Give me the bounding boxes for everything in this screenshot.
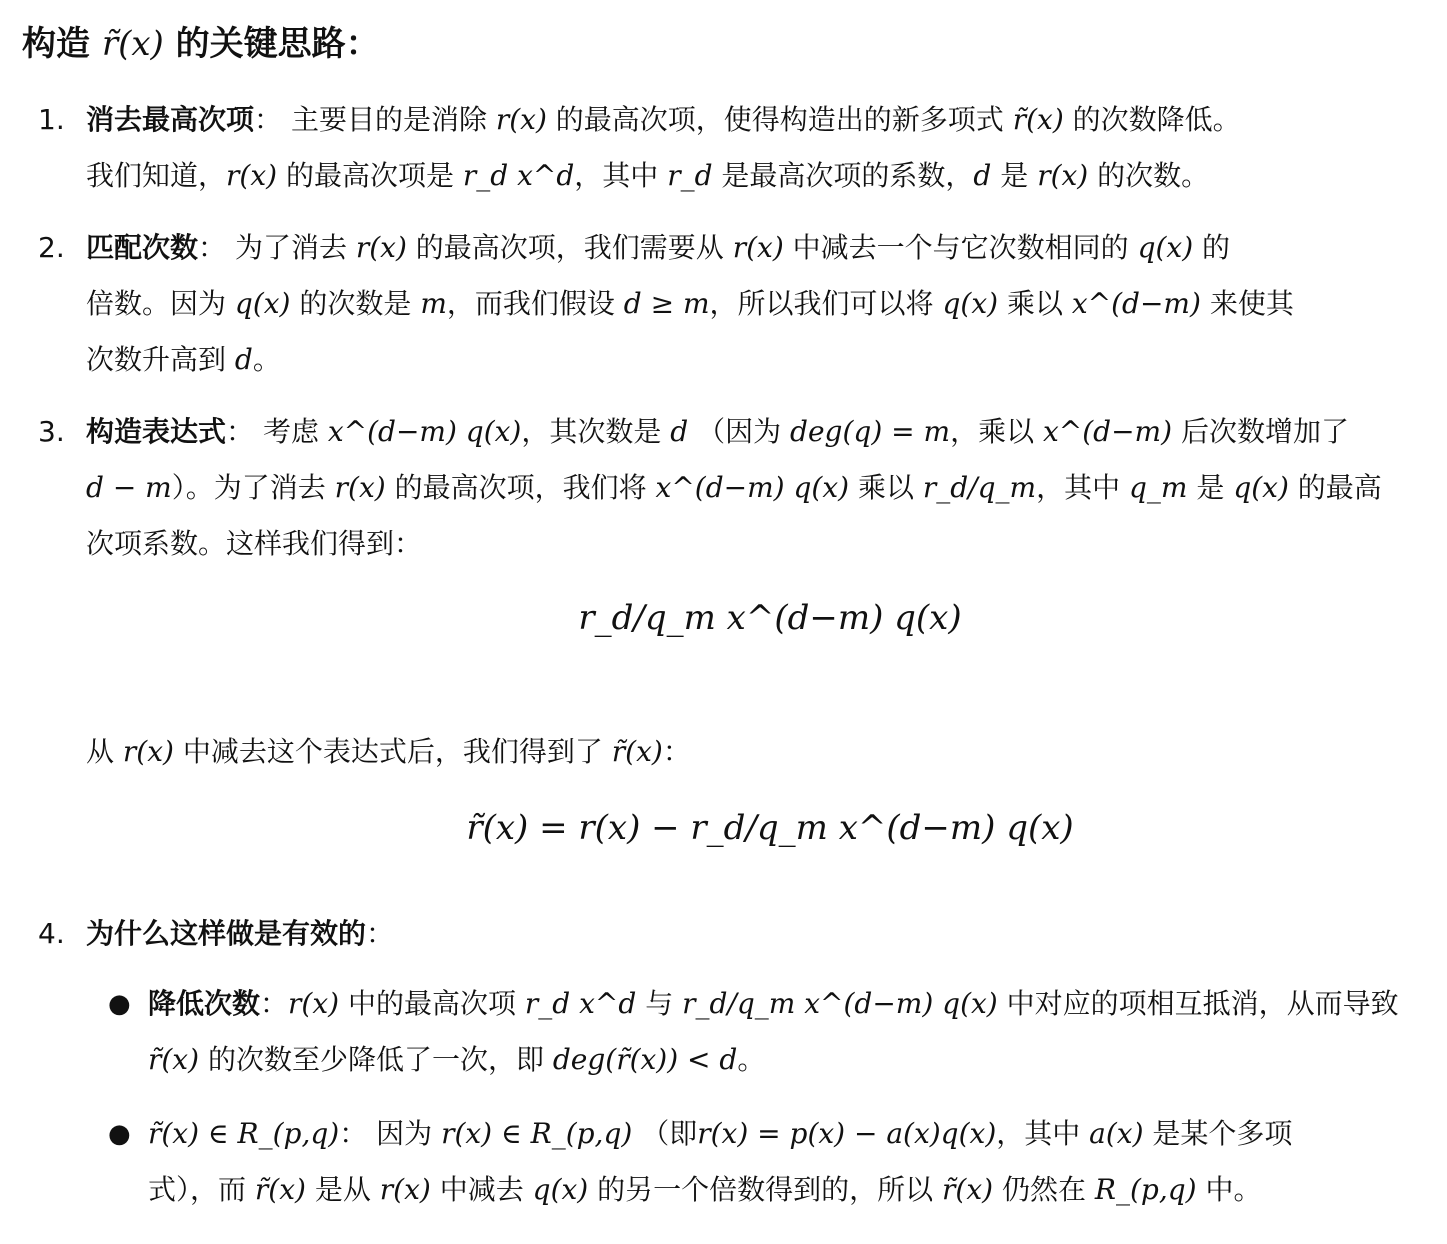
text-span: q_m <box>1129 471 1188 504</box>
text-span: q(x) <box>532 1173 589 1206</box>
item-title: 消去最高次项 <box>86 103 255 136</box>
text-span: r(x) <box>355 231 407 264</box>
text-span: 的次数降低。 <box>1072 103 1241 136</box>
text-span: 中对应的项相互抵消，从而导致 <box>1006 987 1399 1020</box>
text-span: 主要目的是消除 <box>290 103 487 136</box>
text-span: 的另一个倍数得到的，所以 <box>597 1173 934 1206</box>
text-span: 的最高次项，我们需要从 <box>415 231 724 264</box>
bullet-2 <box>148 1106 1438 1218</box>
text-span: 中减去 <box>439 1173 524 1206</box>
text-span: ，其中 <box>1036 471 1121 504</box>
heading-math: r̃(x) <box>101 24 164 64</box>
item-title: 匹配次数 <box>86 231 199 264</box>
text-span: r_d x^d <box>524 987 637 1020</box>
bullet-1 <box>148 976 1438 1088</box>
text-span: ： <box>366 917 395 950</box>
text-span: （即 <box>641 1117 698 1150</box>
text-span: 与 <box>645 987 674 1020</box>
text-span: 的最高次项，使得构造出的新多项式 <box>555 103 1004 136</box>
text-span: r(x) <box>226 159 278 192</box>
text-span: q(x) <box>1233 471 1289 504</box>
text-span: 是 <box>1000 159 1029 192</box>
text-span: ，其中 <box>574 159 659 192</box>
text-span: r̃(x) ∈ R_(p,q) <box>148 1117 340 1150</box>
bullet-dot: ● <box>108 1119 131 1149</box>
text-span: ： <box>662 735 691 768</box>
text-span: r(x) <box>334 471 386 504</box>
text-span: ，其中 <box>996 1117 1081 1150</box>
text-span: 乘以 <box>857 471 914 504</box>
text-span: 从 <box>86 735 115 768</box>
text-span: q(x) <box>942 287 999 320</box>
text-span: r̃(x) <box>148 1043 200 1076</box>
text-span: r̃(x) <box>942 1173 994 1206</box>
text-span: 式），而 <box>148 1173 247 1206</box>
bullet-dot: ● <box>108 989 131 1019</box>
item-title: 构造表达式 <box>86 415 227 448</box>
text-span: 的最高次项，我们将 <box>394 471 647 504</box>
text-span: 是 <box>1196 471 1225 504</box>
text-span: 考虑 <box>262 415 319 448</box>
text-span: 中。 <box>1205 1173 1262 1206</box>
text-span: 因为 <box>376 1117 433 1150</box>
text-span: 次项系数。这样我们得到： <box>86 527 423 560</box>
text-span: deg(r̃(x)) < d <box>552 1043 738 1076</box>
text-span: r(x) = p(x) − a(x)q(x) <box>697 1117 997 1150</box>
text-span: 。 <box>737 1043 766 1076</box>
text-span: 的次数是 <box>299 287 412 320</box>
text-span: ，而我们假设 <box>446 287 615 320</box>
equation-1: r_d/q_m x^(d−m) q(x) <box>578 598 962 638</box>
item-number: 2. <box>38 231 65 264</box>
bullet-title: 降低次数 <box>148 987 261 1020</box>
text-span: 仍然在 <box>1001 1173 1086 1206</box>
text-span: 为了消去 <box>234 231 347 264</box>
text-span: d ≥ m <box>623 287 710 320</box>
text-span: r(x) <box>122 735 174 768</box>
text-span: d <box>670 415 689 448</box>
item-number: 4. <box>38 917 65 950</box>
text-span: 的次数至少降低了一次，即 <box>207 1043 544 1076</box>
text-span: q(x) <box>1137 231 1194 264</box>
text-span: 中减去这个表达式后，我们得到了 <box>182 735 603 768</box>
section-heading <box>22 18 380 70</box>
text-span: m <box>420 287 447 320</box>
text-span: ： <box>226 415 255 448</box>
item-number: 1. <box>38 103 65 136</box>
text-span: ）。为了消去 <box>171 471 326 504</box>
text-span: d <box>973 159 992 192</box>
paragraph-after-equation <box>86 724 691 780</box>
text-span: q(x) <box>234 287 291 320</box>
text-span: R_(p,q) <box>1094 1173 1197 1206</box>
item-number: 3. <box>38 415 65 448</box>
equation-2: r̃(x) = r(x) − r_d/q_m x^(d−m) q(x) <box>466 808 1074 848</box>
item-body <box>86 906 1436 962</box>
text-span: r(x) ∈ R_(p,q) <box>441 1117 633 1150</box>
text-span: r_d/q_m <box>922 471 1037 504</box>
text-span: 的最高次项是 <box>285 159 454 192</box>
text-span: d − m <box>86 471 172 504</box>
text-span: 的最高 <box>1297 471 1382 504</box>
text-span: x^(d−m) q(x) <box>327 415 522 448</box>
item-body <box>86 92 1436 204</box>
text-span: （因为 <box>697 415 782 448</box>
text-span: ，其次数是 <box>521 415 662 448</box>
text-span: a(x) <box>1089 1117 1144 1150</box>
text-span: ，乘以 <box>950 415 1035 448</box>
text-span: 后次数增加了 <box>1180 415 1349 448</box>
text-span: 次数升高到 <box>86 343 227 376</box>
text-span: d <box>234 343 253 376</box>
text-span: 是从 <box>314 1173 371 1206</box>
text-span: 乘以 <box>1006 287 1063 320</box>
text-span: r̃(x) <box>611 735 663 768</box>
text-span: 是最高次项的系数， <box>721 159 974 192</box>
text-span: x^(d−m) <box>1071 287 1201 320</box>
text-span: r_d x^d <box>462 159 575 192</box>
text-span: x^(d−m) q(x) <box>655 471 850 504</box>
text-span: r_d <box>667 159 713 192</box>
text-span: x^(d−m) <box>1042 415 1173 448</box>
text-span: 来使其 <box>1209 287 1294 320</box>
text-span: r̃(x) <box>1012 103 1064 136</box>
text-span: r_d/q_m x^(d−m) q(x) <box>682 987 998 1020</box>
text-span: 中的最高次项 <box>347 987 516 1020</box>
text-span: 的 <box>1202 231 1231 264</box>
text-span: deg(q) = m <box>790 415 951 448</box>
item-body <box>86 220 1436 388</box>
text-span: 。 <box>252 343 281 376</box>
text-span: r(x) <box>379 1173 431 1206</box>
text-span: r(x) <box>495 103 547 136</box>
text-span: 中减去一个与它次数相同的 <box>792 231 1129 264</box>
text-span: ： <box>339 1117 368 1150</box>
item-title: 为什么这样做是有效的 <box>86 917 367 950</box>
text-span: 的次数。 <box>1097 159 1210 192</box>
text-span: ，所以我们可以将 <box>709 287 934 320</box>
text-span: r(x) <box>732 231 784 264</box>
heading-prefix: 构造 <box>22 24 90 64</box>
text-span: ： <box>260 987 289 1020</box>
text-span: 倍数。因为 <box>86 287 227 320</box>
text-span: ： <box>254 103 283 136</box>
text-span: r(x) <box>288 987 340 1020</box>
text-span: r(x) <box>1037 159 1089 192</box>
text-span: ： <box>198 231 227 264</box>
text-span: r̃(x) <box>254 1173 306 1206</box>
item-body <box>86 404 1436 572</box>
heading-suffix: 的关键思路： <box>175 24 380 64</box>
text-span: 我们知道， <box>86 159 227 192</box>
text-span: 是某个多项 <box>1152 1117 1293 1150</box>
